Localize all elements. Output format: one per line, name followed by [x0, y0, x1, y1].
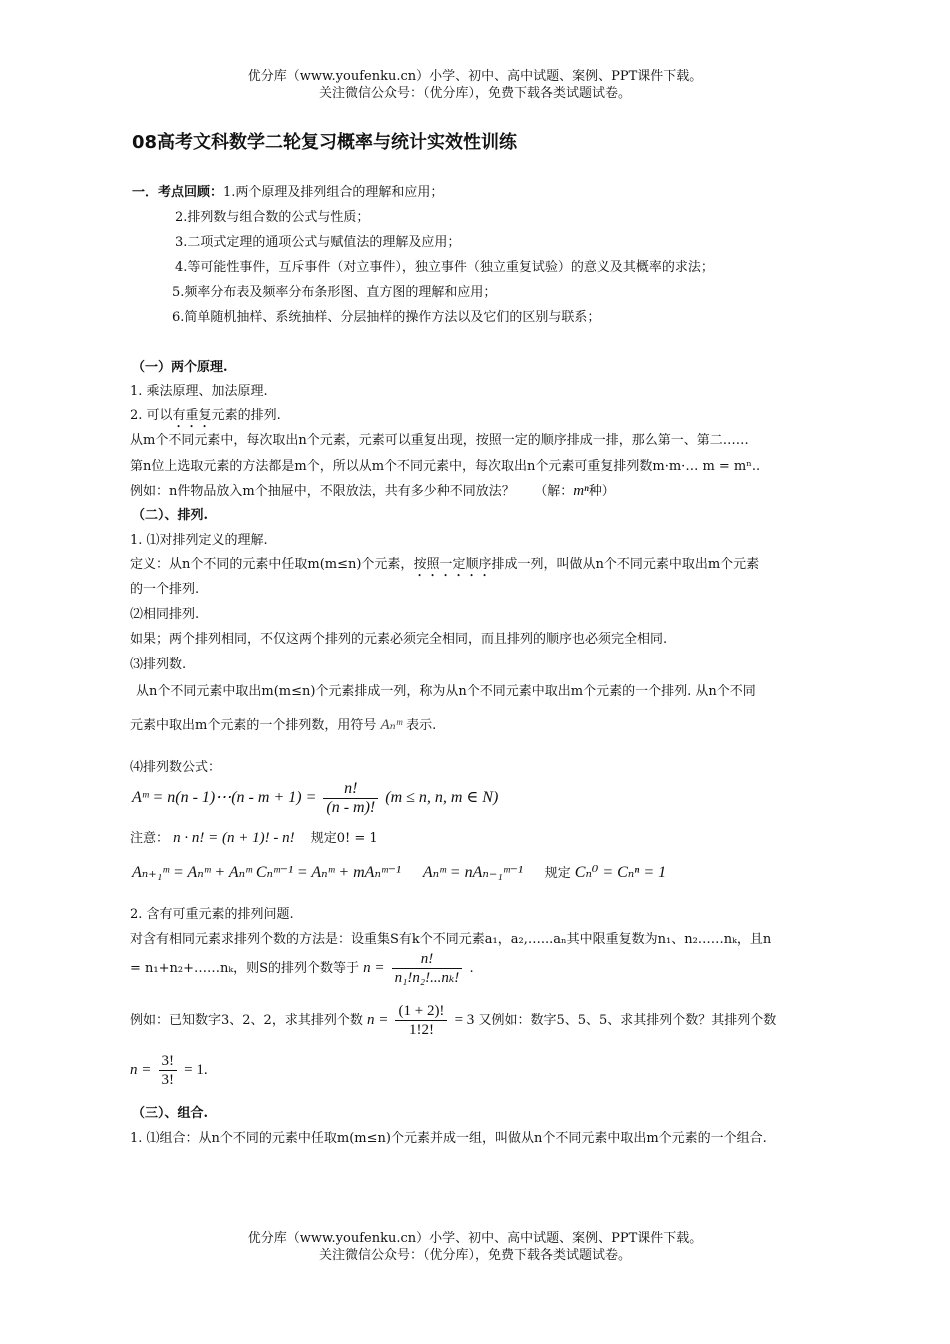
example-2-lhs: n =	[130, 1062, 152, 1078]
header-line-2: 关注微信公众号：（优分库），免费下载各类试题试卷。	[318, 86, 631, 101]
repeat-denominator: n₁!n₂!...nₖ!	[394, 970, 460, 986]
repeat-numerator: n!	[392, 950, 463, 969]
identity-formula-1: Aₙ₊₁ᵐ = Aₙᵐ + Aₙᵐ Cₙᵐ⁻¹ = Aₙᵐ + mAₙᵐ⁻¹	[132, 864, 401, 881]
header-line-1: 优分库（www.youfenku.cn）小学、初中、高中试题、案例、PPT课件下载。	[247, 69, 703, 84]
s2-symbol-line	[130, 714, 436, 734]
example-lhs: n =	[366, 1012, 389, 1028]
s1-p5-math: mⁿ	[573, 483, 589, 499]
s3-paragraph-1: 1. ⑴组合：从n个不同的元素中任取m(m≤n)个元素并成一组，叫做从n个不同元素中取出m个元素的一个组合.	[130, 1131, 767, 1146]
identity-rule-label: 规定	[544, 866, 571, 881]
review-label: 一．考点回顾：	[132, 185, 224, 200]
s2-paragraph-1: 1. ⑴对排列定义的理解.	[130, 533, 268, 548]
review-item-4: 4.等可能性事件，互斥事件（对立事件），独立事件（独立重复试验）的意义及其概率的求法；	[175, 260, 714, 275]
s1-paragraph-2	[130, 404, 281, 431]
example-numerator: (1 + 2)!	[395, 1002, 447, 1021]
s1-p2-emphasis: 有重复	[172, 408, 212, 423]
example-denominator: 1!2!	[408, 1022, 434, 1038]
s2-def-start: 定义：从n个不同的元素中任取m(m≤n)个元素，	[130, 557, 414, 572]
example-fraction	[395, 1002, 447, 1039]
section-1-heading: （一）两个原理.	[132, 360, 228, 375]
s2-def-emphasis: 按照一定顺序	[413, 557, 492, 572]
repeat-method: 对含有相同元素求排列个数的方法是：设重集S有k个不同元素a₁，a₂,…...aₙ其中限重复数为n₁、n₂……nₖ，且n	[130, 932, 772, 947]
review-item-3: 3.二项式定理的通项公式与赋值法的理解及应用；	[175, 235, 461, 250]
s1-paragraph-1: 1. 乘法原理、加法原理.	[130, 384, 268, 399]
example-line	[130, 1002, 776, 1039]
s2-symbol-text: 元素中取出m个元素的一个排列数，用符号	[130, 718, 377, 733]
example-2-numerator: 3!	[159, 1052, 178, 1071]
review-line-1	[132, 181, 443, 200]
repeat-heading: 2. 含有可重元素的排列问题.	[130, 907, 294, 922]
s1-paragraph-4: 第n位上选取元素的方法都是m个，所以从m个不同元素中，每次取出n个元素可重复排列数m·m·… m = mⁿ..	[130, 459, 761, 474]
example-result: = 3	[454, 1012, 475, 1028]
review-item-1: 1.两个原理及排列组合的理解和应用；	[223, 185, 444, 200]
review-item-2: 2.排列数与组合数的公式与性质；	[175, 210, 370, 225]
s1-p2-start: 2. 可以	[130, 408, 173, 423]
s2-arrangement-count-text: 从n个不同元素中取出m(m≤n)个元素排成一列，称为从n个不同元素中取出m个元素的一个排列. 从n个不同	[136, 684, 756, 699]
example-2-fraction	[159, 1052, 178, 1089]
footer-line-2: 关注微信公众号：（优分库），免费下载各类试题试卷。	[318, 1248, 631, 1263]
example-2-result: = 1.	[184, 1062, 208, 1078]
identity-formula-2: Aₙᵐ = nAₙ₋₁ᵐ⁻¹	[422, 864, 523, 881]
formula-lhs: Aᵐ = n(n - 1)⋯(n - m + 1) =	[132, 789, 317, 807]
review-item-5: 5.频率分布表及频率分布条形图、直方图的理解和应用；	[172, 285, 497, 300]
document-title: 08高考文科数学二轮复习概率与统计实效性训练	[132, 132, 518, 153]
example-2-line	[130, 1052, 208, 1089]
s2-arrangement-count: ⑶排列数.	[130, 657, 187, 672]
note-label: 注意：	[130, 831, 170, 846]
note-line	[130, 827, 378, 847]
s1-paragraph-3: 从m个不同元素中，每次取出n个元素，元素可以重复出现，按照一定的顺序排成一排，那么第一、第二……	[130, 433, 749, 448]
review-item-6: 6.简单随机抽样、系统抽样、分层抽样的操作方法以及它们的区别与联系；	[172, 310, 601, 325]
repeat-formula-line	[130, 950, 474, 987]
s2-definition	[130, 553, 759, 580]
arrangement-formula	[132, 780, 498, 817]
example-2-denominator: 3!	[161, 1072, 175, 1088]
s2-formula-label: ⑷排列数公式：	[130, 760, 222, 775]
s2-definition-cont: 的一个排列.	[130, 582, 200, 597]
s1-paragraph-5	[130, 480, 615, 500]
s2-def-end: 排成一列，叫做从n个不同元素中取出m个元素	[491, 557, 760, 572]
identity-formula-3: Cₙ⁰ = Cₙⁿ = 1	[574, 864, 667, 881]
repeat-formula-fraction	[392, 950, 463, 987]
s2-symbol-end: 表示.	[406, 718, 437, 733]
repeat-formula-lhs: n =	[363, 960, 385, 976]
section-3-heading: （三）、组合.	[132, 1106, 209, 1121]
formula-fraction	[323, 780, 378, 817]
page-footer	[0, 1230, 950, 1264]
s1-p2-end: 元素的排列.	[211, 408, 281, 423]
formula-condition: (m ≤ n, n, m ∈ N)	[385, 789, 499, 807]
formula-denominator: (n - m)!	[326, 799, 376, 816]
repeat-formula-end: .	[469, 961, 474, 976]
s2-same-arrangement: ⑵相同排列.	[130, 607, 200, 622]
arrangement-symbol: Aₙᵐ	[380, 717, 402, 733]
s1-p5-text: 例如：n件物品放入m个抽屉中，不限放法，共有多少种不同放法？ （解：	[130, 484, 574, 499]
example-text: 例如：已知数字3、2、2，求其排列个数	[130, 1013, 363, 1028]
footer-line-1: 优分库（www.youfenku.cn）小学、初中、高中试题、案例、PPT课件下载。	[247, 1231, 703, 1246]
s2-same-arrangement-text: 如果；两个排列相同，不仅这两个排列的元素必须完全相同，而且排列的顺序也必须完全相同.	[130, 632, 668, 647]
section-2-heading: （二）、排列.	[132, 508, 209, 523]
note-rule: 规定0! = 1	[310, 831, 378, 846]
example-text-2: 又例如：数字5、5、5、求其排列个数？其排列个数	[478, 1013, 777, 1028]
note-formula: n · n! = (n + 1)! - n!	[173, 830, 295, 846]
repeat-formula-text: = n₁+n₂+……nₖ，则S的排列个数等于	[130, 961, 359, 976]
identity-line	[132, 862, 666, 882]
s1-p5-end: 种）	[588, 484, 615, 499]
formula-numerator: n!	[323, 780, 378, 799]
page-header	[0, 68, 950, 102]
